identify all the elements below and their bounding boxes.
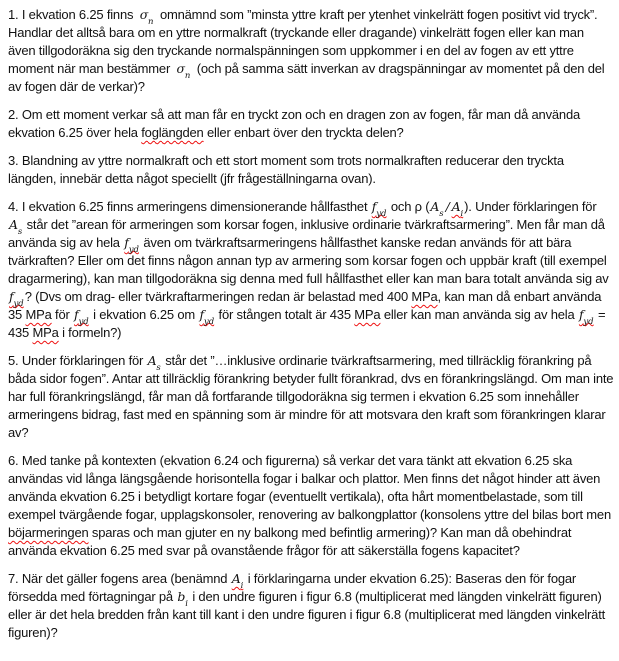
text-run: även om tvärkraftsarmeringens hållfasthet kanske redan används för att bära tvärkraften? Eller om det finns någon annan typ av armering som korsar fogen och uppbär kraft (till exempel dragarmering), kan man tillgodoräkna sig denna med full hållfasthet eller kan man bara totalt använda sig av [8, 235, 609, 286]
misspelled-word: MPa [411, 289, 438, 304]
text-run: ). Under förklaringen för [464, 199, 597, 214]
math-subscript: n [184, 70, 191, 81]
text-run: 1. I ekvation 6.25 finns [8, 7, 137, 22]
misspelled-word: MPa [25, 307, 52, 322]
misspelled-word: MPa [32, 325, 59, 340]
math-symbol: $A_s$ [147, 353, 161, 373]
math-symbol-misspelled: $f_{yd}$ [9, 289, 24, 309]
text-run: sparas och man gjuter en ny balkong med befintlig armering)? Kan man då obehindrat använda ekvation 6.25 med svar på ovanstående frågor för att säkerställa fogens kapacitet? [8, 525, 572, 558]
paragraph-5 [8, 352, 614, 442]
text-run: = 435 [8, 307, 606, 340]
text-run: 7. När det gäller fogens area (benämnd [8, 571, 231, 586]
paragraph-4 [8, 198, 614, 342]
paragraph-1 [8, 6, 614, 96]
text-run: för stången totalt är 435 [215, 307, 355, 322]
math-subscript: s [17, 226, 23, 237]
text-run: ? (Dvs om drag- eller tvärkraftarmeringen redan är belastad med 400 [24, 289, 412, 304]
text-run: (och på samma sätt inverkan av dragspänningar av momentet på den del av fogen där de verkar)? [8, 61, 605, 94]
text-run: står det ”…inklusive ordinarie tvärkraftsarmering, med tillräcklig förankring på båda sidor fogen”. Antar att tillräcklig förankring betyder fullt förankrad, dvs en förankringslängd. Om man inte har full förankringslängd, får man då fortfarande tillgodoräkna sig termen i ekvation 6.25 som innehåller armeringens bidrag, fast med en spänning som är mindre för att motsvara den kraft som förankringen klarar av? [8, 353, 614, 440]
math-subscript: i [240, 580, 244, 591]
text-run: 5. Under förklaringen för [8, 353, 147, 368]
math-symbol: $\sigma_n$ [139, 7, 154, 27]
text-run: 2. Om ett moment verkar så att man får en tryckt zon och en dragen zon av fogen, får man då använda ekvation 6.25 över hela [8, 107, 581, 140]
math-subscript: yd [583, 316, 594, 327]
math-symbol-misspelled: $f_{yd}$ [124, 235, 139, 255]
text-run: för [51, 307, 74, 322]
math-symbol-misspelled: $A_i$ [231, 571, 244, 591]
math-subscript: n [148, 16, 154, 27]
text-run: i den undre figuren i figur 6.8 (multiplicerat med längden vinkelrätt figuren) eller är det hela bredden från kant till kant i den undre figuren i figur 6.8 (multiplicerat med längden vinkelrätt figuren)? [8, 589, 606, 640]
math-symbol: $\sigma_n$ [176, 61, 191, 81]
math-symbol-misspelled: $A_i$ [451, 199, 464, 219]
math-symbol-misspelled: $f_{yd}$ [74, 307, 89, 327]
math-subscript: yd [203, 316, 215, 327]
math-symbol: $A_s$ [9, 217, 23, 237]
text-run: står det ”arean för armeringen som korsar fogen, inklusive ordinarie tvärkraftsarmering”. Men får man då använda sig av hela [8, 217, 605, 250]
paragraph-7 [8, 570, 614, 642]
paragraph-6 [8, 452, 614, 560]
math-subscript: s [156, 362, 161, 373]
text-run: 4. I ekvation 6.25 finns armeringens dimensionerande hållfasthet [8, 199, 371, 214]
paragraph-3 [8, 152, 614, 188]
text-run: eller enbart över den tryckta delen? [203, 125, 404, 140]
misspelled-word: MPa [354, 307, 381, 322]
math-subscript: yd [376, 208, 387, 219]
math-symbol-misspelled: $f_{yd}$ [371, 199, 387, 219]
text-run: i ekvation 6.25 om [89, 307, 199, 322]
math-subscript: yd [13, 298, 24, 309]
math-symbol: / [445, 199, 450, 214]
math-symbol-misspelled: $f_{yd}$ [578, 307, 594, 327]
text-run: , kan man då enbart använda 35 [8, 289, 602, 322]
math-subscript: yd [128, 244, 139, 255]
text-run: 6. Med tanke på kontexten (ekvation 6.24 och figurerna) så verkar det vara tänkt att ekvation 6.25 ska användas vid långa längsgående horisontella fogar i balkar och plattor. Men finns det något hinder att även använda ekvation 6.25 i betydligt kortare fogar (eventuellt vertikala), ofta hårt momentbelastade, som till exempel tvärgående fogar, upplagskonsoler, renovering av balkongplattor (konsolens yttre del bilas bort men [8, 453, 611, 522]
text-run: 3. Blandning av yttre normalkraft och ett stort moment som trots normalkraften reducerar den tryckta längden, innebär detta något speciellt (jfr frågeställningarna ovan). [8, 153, 564, 186]
misspelled-word: foglängden [141, 125, 204, 140]
math-subscript: i [460, 208, 464, 219]
math-subscript: i [185, 598, 188, 609]
math-subscript: s [439, 208, 444, 219]
paragraph-2 [8, 106, 614, 142]
math-symbol-misspelled: $f_{yd}$ [199, 307, 215, 327]
text-run: och ρ ( [387, 199, 430, 214]
text-run: omnämnd som ”minsta yttre kraft per ytenhet vinkelrätt fogen positivt vid tryck”. Handlar det alltså bara om en yttre normalkraft (tryckande eller dragande) vinkelrätt fogen eller kan man även tillgodoräkna sig den tryckande normalspänningen som uppkommer i en del av fogen av ett yttre moment när man bestämmer [8, 7, 598, 76]
text-run: eller kan man använda sig av hela [380, 307, 578, 322]
text-run: i förklaringarna under ekvation 6.25): Baseras den för fogar försedda med förtagningar på [8, 571, 577, 604]
math-subscript: yd [78, 316, 89, 327]
math-symbol: $b_i$ [177, 589, 188, 609]
misspelled-word: böjarmeringen [8, 525, 89, 540]
text-run: i formeln?) [58, 325, 122, 340]
math-symbol: $A_s$ [430, 199, 444, 219]
